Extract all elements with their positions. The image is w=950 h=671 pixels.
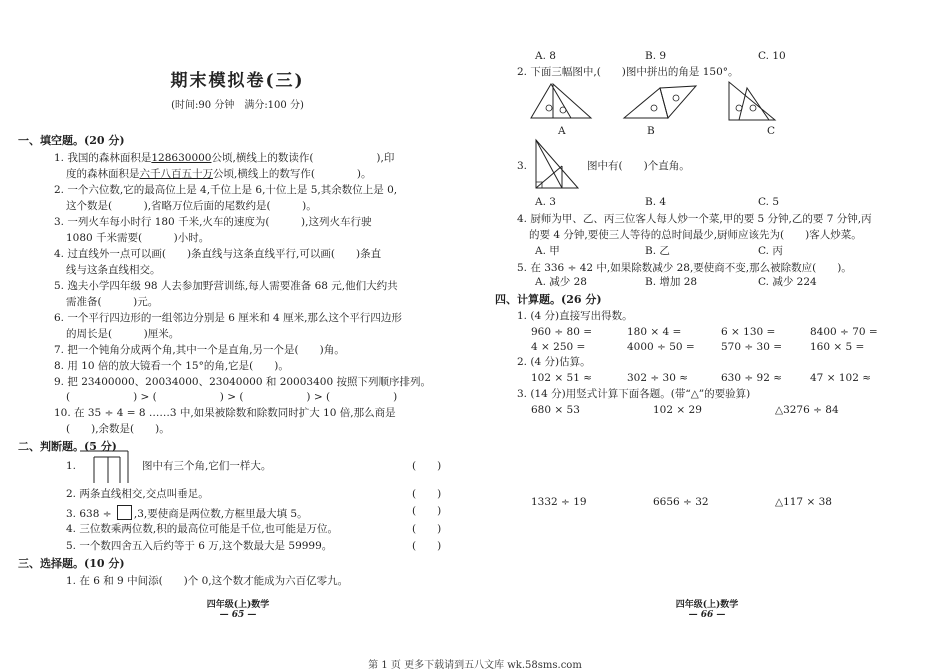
c5-option-a: A. 减少 28: [535, 276, 587, 288]
k1-r1-c2: 180 × 4 =: [627, 326, 682, 338]
footer-label: 四年级(上)数学: [206, 600, 270, 610]
k1-r2-c4: 160 × 5 =: [810, 341, 865, 353]
j4-text: 4. 三位数乘两位数,积的最高位可能是千位,也可能是万位。: [66, 523, 339, 535]
k3-r1-c1: 680 × 53: [531, 404, 580, 416]
c2-text: 2. 下面三幅图中,( )图中拼出的角是 150°。: [517, 66, 739, 78]
k1-r2-c2: 4000 ÷ 50 =: [627, 341, 695, 353]
q9-line2: ( ) > ( ) > ( ) > ( ): [66, 391, 398, 403]
q3-line1: 3. 一列火车每小时行 180 千米,火车的速度为( ),这列火车行驶: [54, 216, 372, 228]
k1-r2-c1: 4 × 250 =: [531, 341, 586, 353]
k3-r1-c2: 102 × 29: [653, 404, 702, 416]
section-judgement: 二、判断题。(5 分): [18, 440, 117, 453]
section-calculation: 四、计算题。(26 分): [495, 293, 602, 306]
k1-r2-c3: 570 ÷ 30 =: [721, 341, 783, 353]
right-page: [475, 0, 950, 671]
k3-r2-c3: △117 × 38: [775, 496, 832, 508]
q6-line1: 6. 一个平行四边形的一组邻边分别是 6 厘米和 4 厘米,那么这个平行四边形: [54, 312, 402, 324]
c4-line2: 的要 4 分钟,要使三人等待的总时间最少,厨师应该先为( )客人炒菜。: [529, 229, 862, 241]
three-angles-figure: [80, 449, 136, 485]
c2-label-c: C: [767, 125, 776, 137]
footer-label: 四年级(上)数学: [675, 600, 739, 610]
c3-option-b: B. 4: [645, 196, 667, 208]
k2-c4: 47 × 102 ≈: [810, 372, 872, 384]
c3-number: 3.: [517, 160, 528, 172]
j2-answer: ( ): [412, 488, 442, 500]
blank-box: [117, 505, 132, 520]
k1-r1-c4: 8400 ÷ 70 =: [810, 326, 878, 338]
q6-line2: 的周长是( )厘米。: [66, 328, 180, 340]
j2-text: 2. 两条直线相交,交点叫垂足。: [66, 488, 209, 500]
c1-option-b: B. 9: [645, 50, 667, 62]
c4-option-a: A. 甲: [535, 245, 560, 257]
q4-line2: 线与这条直线相交。: [66, 264, 161, 276]
c2-label-a: A: [558, 125, 566, 137]
q3-line2: 1080 千米需要( )小时。: [66, 232, 210, 244]
footer-left: [198, 597, 278, 620]
set-square-figure-c: [725, 78, 781, 124]
c5-text: 5. 在 336 ÷ 42 中,如果除数减少 28,要使商不变,那么被除数应( )。: [517, 262, 852, 274]
j4-answer: ( ): [412, 523, 442, 535]
j1-number: 1.: [66, 460, 77, 472]
k2-c1: 102 × 51 ≈: [531, 372, 593, 384]
k3-r1-c3: △3276 ÷ 84: [775, 404, 839, 416]
j5-text: 5. 一个数四舍五入后约等于 6 万,这个数最大是 59999。: [66, 540, 333, 552]
q5-line2: 需准备( )元。: [66, 296, 159, 308]
j1-answer: ( ): [412, 460, 442, 472]
q10-line2: ( ),余数是( )。: [66, 423, 170, 435]
k3-r2-c1: 1332 ÷ 19: [531, 496, 587, 508]
c5-option-b: B. 增加 28: [645, 276, 698, 288]
c3-option-a: A. 3: [535, 196, 556, 208]
page-title: 期末模拟卷(三): [170, 71, 305, 91]
k2-c3: 630 ÷ 92 ≈: [721, 372, 783, 384]
k1-text: 1. (4 分)直接写出得数。: [517, 310, 633, 322]
k1-r1-c1: 960 ÷ 80 =: [531, 326, 593, 338]
k1-r1-c3: 6 × 130 =: [721, 326, 776, 338]
q8: 8. 用 10 倍的放大镜看一个 15°的角,它是( )。: [54, 360, 289, 372]
k3-text: 3. (14 分)用竖式计算下面各题。(带“△”的要验算): [517, 388, 751, 400]
c4-option-c: C. 丙: [758, 245, 783, 257]
section-choice: 三、选择题。(10 分): [18, 557, 125, 570]
download-note: 第 1 页 更多下载请到五八文库 wk.58sms.com: [368, 660, 582, 671]
c3-text: 图中有( )个直角。: [587, 160, 690, 172]
page-number: — 65 —: [219, 610, 257, 620]
j3-text: 3. 638 ÷ ,3,要使商是两位数,方框里最大填 5。: [66, 505, 308, 521]
c1-option-c: C. 10: [758, 50, 786, 62]
k2-c2: 302 ÷ 30 ≈: [627, 372, 689, 384]
q2-line2: 这个数是( ),省略万位后面的尾数约是( )。: [66, 200, 317, 212]
q1-line2: 度的森林面积是六千八百五十万公顷,横线上的数写作( )。: [66, 168, 372, 180]
c1-option-a: A. 8: [535, 50, 556, 62]
j5-answer: ( ): [412, 540, 442, 552]
right-angle-figure: [532, 136, 582, 192]
j1-text: 图中有三个角,它们一样大。: [142, 460, 272, 472]
set-square-figure-b: [620, 82, 700, 122]
q5-line1: 5. 逸夫小学四年级 98 人去参加野营训练,每人需要准备 68 元,他们大约共: [54, 280, 398, 292]
q7: 7. 把一个钝角分成两个角,其中一个是直角,另一个是( )角。: [54, 344, 345, 356]
q10-line1: 10. 在 35 ÷ 4 = 8 ……3 中,如果被除数和除数同时扩大 10 倍,那么商是: [54, 407, 396, 419]
page-number: — 66 —: [688, 610, 726, 620]
set-square-figure-a: [527, 80, 595, 122]
c2-label-b: B: [647, 125, 655, 137]
q9-line1: 9. 把 23400000、20034000、23040000 和 20003400 按照下列顺序排列。: [54, 376, 431, 388]
c1-text: 1. 在 6 和 9 中间添( )个 0,这个数才能成为六百亿零九。: [66, 575, 349, 587]
k2-text: 2. (4 分)估算。: [517, 356, 591, 368]
exam-subtitle: (时间:90 分钟 满分:100 分): [171, 100, 304, 111]
c5-option-c: C. 减少 224: [758, 276, 817, 288]
j3-answer: ( ): [412, 505, 442, 517]
footer-right: [667, 597, 747, 620]
k3-r2-c2: 6656 ÷ 32: [653, 496, 709, 508]
c4-line1: 4. 厨师为甲、乙、丙三位客人每人炒一个菜,甲的要 5 分钟,乙的要 7 分钟,丙: [517, 213, 872, 225]
q4-line1: 4. 过直线外一点可以画( )条直线与这条直线平行,可以画( )条直: [54, 248, 382, 260]
c4-option-b: B. 乙: [645, 245, 670, 257]
section-fill-blank: 一、填空题。(20 分): [18, 134, 125, 147]
q2-line1: 2. 一个六位数,它的最高位上是 4,千位上是 6,十位上是 5,其余数位上是 0,: [54, 184, 398, 196]
q1-line1: 1. 我国的森林面积是128630000公顷,横线上的数读作( ),印: [54, 152, 395, 164]
c3-option-c: C. 5: [758, 196, 780, 208]
